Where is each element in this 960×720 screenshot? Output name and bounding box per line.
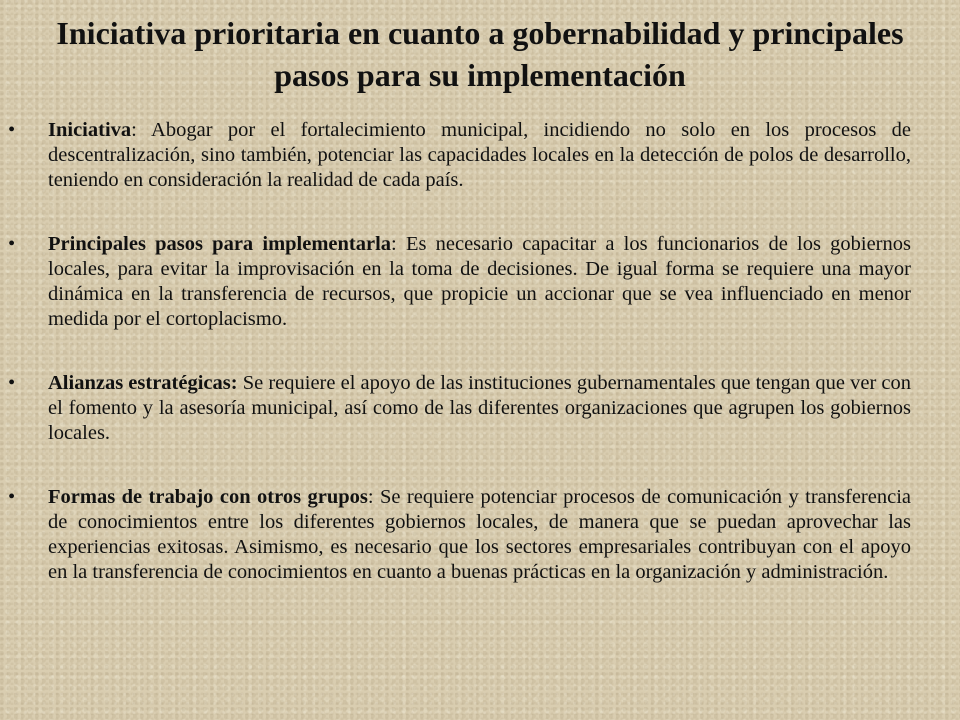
- bullet-text: Abogar por el fortalecimiento municipal, incidiendo no solo en los procesos de descentralización, sino también, potenciar las capacidades locales en la detección de polos de desarrollo, teniendo en consideración la realidad de cada país.: [48, 119, 911, 191]
- bullet-marker: •: [8, 372, 16, 394]
- bullet-term: Principales pasos para implementarla: [48, 233, 392, 255]
- bullet-iniciativa: [0, 118, 960, 193]
- bullet-marker: •: [8, 486, 16, 508]
- bullet-text: Se requiere potenciar procesos de comunicación y transferencia de conocimientos entre los diferentes gobiernos locales, de manera que se puedan aprovechar las experiencias exitosas. Asimismo, es necesario que los sectores empresariales contribuyan con el apoyo en la transferencia de conocimientos en cuanto a buenas prácticas en la organización y administración.: [48, 486, 911, 583]
- bullet-formas-de-trabajo: [0, 485, 960, 585]
- bullet-separator: :: [391, 233, 397, 255]
- slide-title: Iniciativa prioritaria en cuanto a gobernabilidad y principales pasos para su implementación: [56, 15, 904, 93]
- bullet-separator: :: [131, 119, 137, 141]
- bullet-text: Es necesario capacitar a los funcionarios de los gobiernos locales, para evitar la improvisación en la toma de decisiones. De igual forma se requiere una mayor dinámica en la transferencia de recursos, que propicie un accionar que se vea influenciado en menor medida por el cortoplacismo.: [48, 233, 911, 330]
- bullet-list: [0, 118, 960, 585]
- bullet-marker: •: [8, 119, 16, 141]
- bullet-separator: :: [367, 486, 374, 508]
- bullet-alianzas: [0, 371, 960, 446]
- bullet-term: Iniciativa: [48, 119, 132, 141]
- bullet-text: Se requiere el apoyo de las instituciones gubernamentales que tengan que ver con el fomento y la asesoría municipal, así como de las diferentes organizaciones que agrupen los gobiernos locales.: [48, 372, 911, 444]
- bullet-principales-pasos: [0, 232, 960, 332]
- bullet-term: Formas de trabajo con otros grupos: [48, 486, 368, 508]
- bullet-term: Alianzas estratégicas:: [48, 372, 238, 394]
- bullet-marker: •: [8, 233, 16, 255]
